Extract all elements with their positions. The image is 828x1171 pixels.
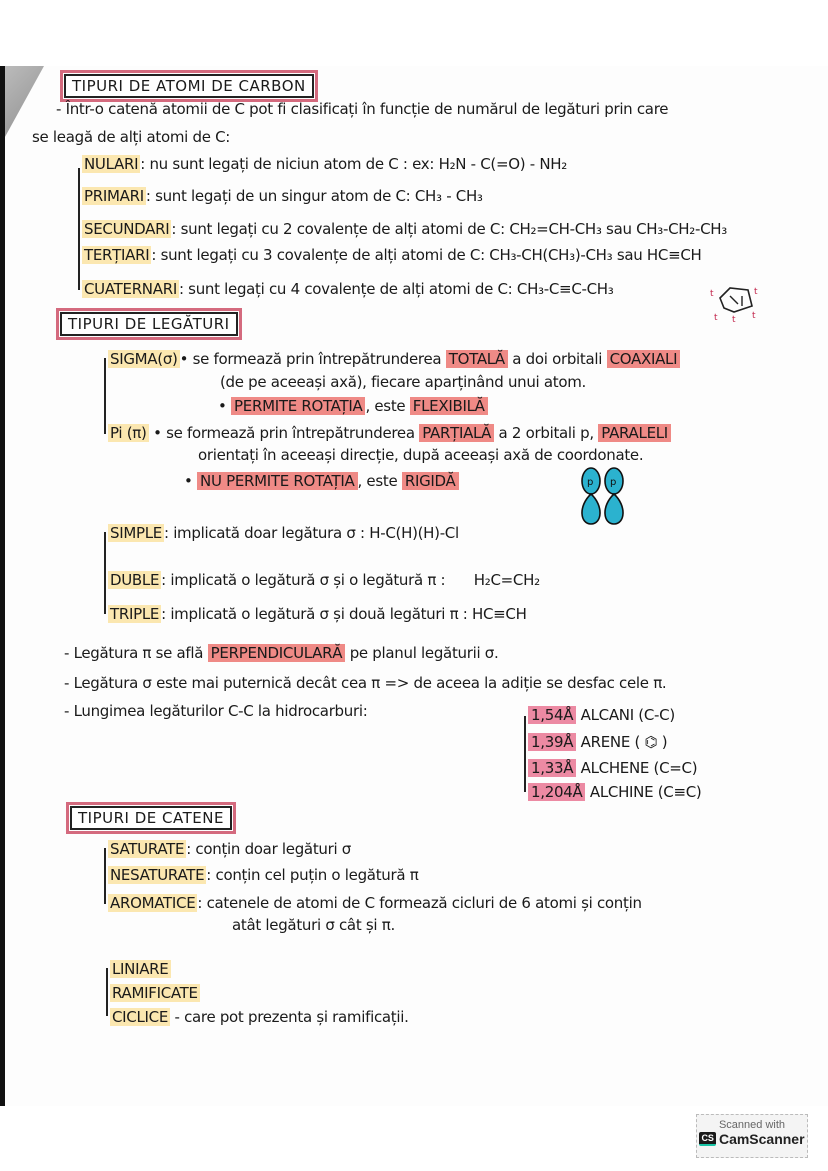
formula-double: H₂C=CH₂ <box>473 571 540 589</box>
sigma-line-2: (de pe aceeași axă), fiecare aparținând unui atom. <box>220 373 587 391</box>
carbon-type-nulari: NULARI : nu sunt legați de niciun atom de C : ex: H₂N - C(=O) - NH₂ <box>84 155 567 173</box>
bracket-bond-lengths <box>524 716 526 792</box>
note-perpendicular: - Legătura π se află PERPENDICULARĂ pe planul legăturii σ. <box>64 644 499 662</box>
label-aromatice: AROMATICE <box>110 894 196 912</box>
label-tertiari: TERȚIARI <box>84 246 150 264</box>
length-alchene: 1,33Å ALCHENE (C=C) <box>528 759 697 777</box>
pi-line-1: Pi (π) • se formează prin întrepătrunderea PARȚIALĂ a 2 orbitali p, PARALELI <box>108 424 671 442</box>
label-secundari: SECUNDARI <box>84 220 170 238</box>
section-title-chain-types: TIPURI DE CATENE <box>70 806 232 830</box>
label-liniare: LINIARE <box>112 960 169 978</box>
label-triple: TRIPLE <box>110 605 160 623</box>
svg-text:t: t <box>754 287 758 297</box>
chain-saturate: SATURATE : conțin doar legături σ <box>110 840 352 858</box>
label-saturate: SATURATE <box>110 840 185 858</box>
label-sigma: SIGMA(σ) <box>110 350 178 368</box>
length-arene: 1,39Å ARENE ( ⌬ ) <box>528 733 667 751</box>
bracket-sigma-pi <box>104 358 106 434</box>
carbon-type-cuaternari: CUATERNARI : sunt legați cu 4 covalențe de alți atomi de C: CH₃-C≡C-CH₃ <box>84 280 614 298</box>
label-nulari: NULARI <box>84 155 139 173</box>
bracket-shape <box>106 968 108 1016</box>
camscanner-logo-icon: CS <box>699 1132 716 1146</box>
camscanner-watermark <box>696 1114 808 1158</box>
intro-line-1: - Într-o catenă atomii de C pot fi clasificați în funcție de numărul de legături prin care <box>56 100 669 118</box>
label-double: DUBLE <box>110 571 160 589</box>
bracket-carbon-types <box>78 168 80 290</box>
label-simple: SIMPLE <box>110 524 162 542</box>
note-bond-lengths: - Lungimea legăturilor C-C la hidrocarburi: <box>64 702 368 720</box>
scan-top-margin <box>0 0 828 66</box>
carbon-type-secundari: SECUNDARI : sunt legați cu 2 covalențe de alți atomi de C: CH₂=CH-CH₃ sau CH₃-CH₂-CH₃ <box>84 220 727 238</box>
section-title-bond-types: TIPURI DE LEGĂTURI <box>60 312 238 336</box>
label-pi: Pi (π) <box>110 424 147 442</box>
sigma-bullet: • PERMITE ROTAȚIA , este FLEXIBILĂ <box>218 397 488 415</box>
pi-line-2: orientați în aceeași direcție, după aceeași axă de coordonate. <box>198 446 644 464</box>
carbon-type-primari: PRIMARI : sunt legați de un singur atom de C: CH₃ - CH₃ <box>84 187 483 205</box>
scan-left-edge <box>0 66 5 1106</box>
pi-bullet: • NU PERMITE ROTAȚIA , este RIGIDĂ <box>184 472 459 490</box>
carbon-type-tertiari: TERȚIARI : sunt legați cu 3 covalențe de alți atomi de C: CH₃-CH(CH₃)-CH₃ sau HC≡CH <box>84 246 702 264</box>
svg-text:t: t <box>714 313 718 322</box>
intro-line-2: se leagă de alți atomi de C: <box>32 128 231 146</box>
bond-double: DUBLE : implicată o legătură σ și o legătură π : H₂C=CH₂ <box>110 571 540 589</box>
svg-text:t: t <box>710 289 714 299</box>
label-ciclice: CICLICE <box>112 1008 169 1026</box>
label-cuaternari: CUATERNARI <box>84 280 177 298</box>
svg-text:p: p <box>610 477 617 488</box>
svg-text:p: p <box>587 477 594 488</box>
chain-liniare <box>110 960 171 978</box>
label-nesaturate: NESATURATE <box>110 866 205 884</box>
label-ramificate: RAMIFICATE <box>112 984 198 1002</box>
length-alchine: 1,204Å ALCHINE (C≡C) <box>528 783 701 801</box>
formula-triple: HC≡CH <box>472 605 527 623</box>
watermark-brand: CS CamScanner <box>701 1131 805 1147</box>
chain-aromatice-line-2: atât legături σ cât și π. <box>232 916 395 934</box>
bond-triple: TRIPLE : implicată o legătură σ și două legături π : HC≡CH <box>110 605 527 623</box>
watermark-scanned-with: Scanned with <box>718 1119 786 1131</box>
bracket-multiplicity <box>104 532 106 614</box>
chain-ciclice: CICLICE - care pot prezenta și ramificații. <box>112 1008 409 1026</box>
p-orbital-diagram <box>574 466 644 528</box>
bond-simple: SIMPLE : implicată doar legătura σ : H-C(H)(H)-Cl <box>110 524 459 542</box>
sigma-line-1: SIGMA(σ) • se formează prin întrepătrunderea TOTALĂ a doi orbitali COAXIALI <box>108 350 680 368</box>
chain-ramificate <box>110 984 200 1002</box>
bracket-saturation <box>104 848 106 904</box>
length-alcani: 1,54Å ALCANI (C-C) <box>528 706 675 724</box>
svg-text:t: t <box>752 311 756 321</box>
formula-simple: H-C(H)(H)-Cl <box>369 524 459 542</box>
section-title-carbon-types: TIPURI DE ATOMI DE CARBON <box>64 74 314 98</box>
quaternary-ring-diagram <box>706 276 762 322</box>
label-primari: PRIMARI <box>84 187 144 205</box>
svg-text:t: t <box>732 315 736 322</box>
chain-nesaturate: NESATURATE : conțin cel puțin o legătură π <box>110 866 419 884</box>
note-sigma-stronger: - Legătura σ este mai puternică decât cea π => de aceea la adiție se desfac cele π. <box>64 674 667 692</box>
chain-aromatice: AROMATICE : catenele de atomi de C formează cicluri de 6 atomi și conțin <box>110 894 642 912</box>
